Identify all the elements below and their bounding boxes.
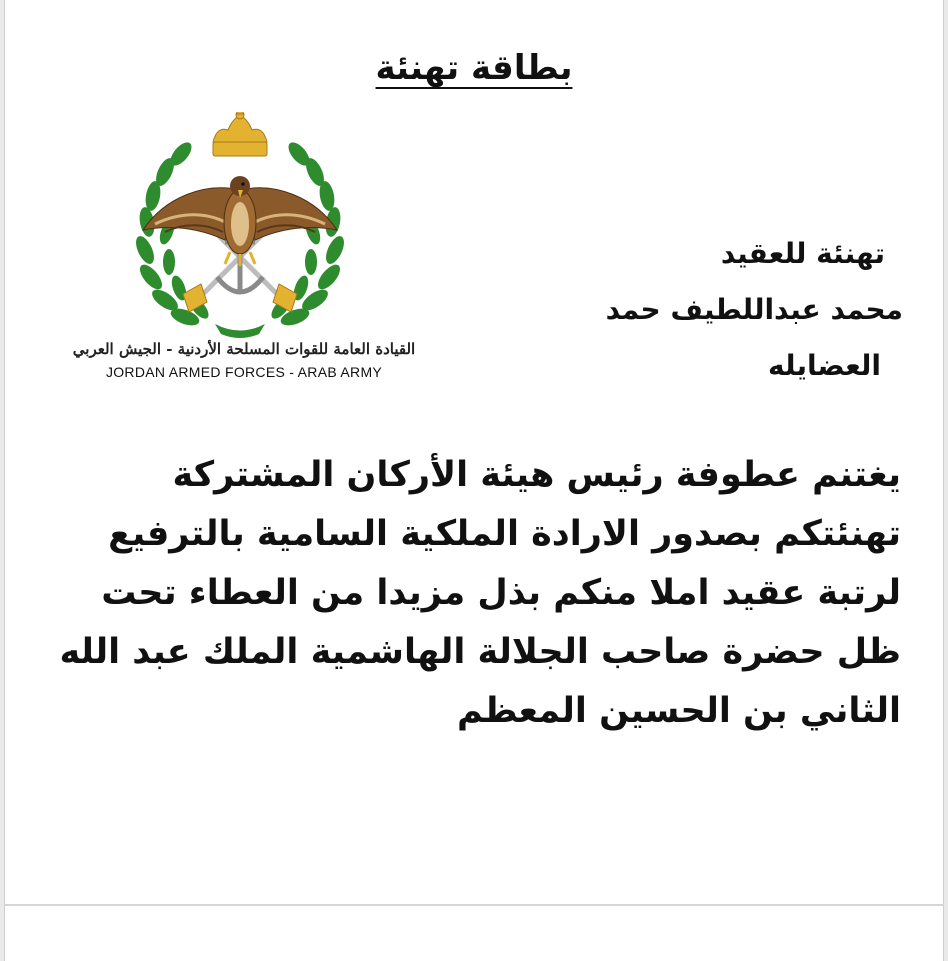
greeting-card [4, 0, 944, 904]
recipient-block [483, 226, 903, 394]
card-footer-strip [4, 904, 944, 961]
message-line: ظل حضرة صاحب الجلالة الهاشمية الملك عبد الله [59, 632, 901, 672]
crown [213, 112, 267, 156]
emblem-caption-english: JORDAN ARMED FORCES - ARAB ARMY [105, 364, 383, 380]
message-line: الثاني بن الحسين المعظم [457, 691, 901, 731]
recipient-name: محمد عبداللطيف حمد [605, 293, 903, 326]
card-title: بطاقة تهنئة [375, 48, 573, 88]
message-line: لرتبة عقيد املا منكم بذل مزيدا من العطاء تحت [101, 573, 901, 613]
recipient-surname: العضايله [768, 349, 881, 382]
recipient-greeting: تهنئة للعقيد [720, 237, 885, 270]
message-body [31, 446, 901, 741]
jaf-emblem-icon [125, 112, 355, 342]
message-line: تهنئتكم بصدور الارادة الملكية السامية بالترفيع [108, 514, 901, 554]
emblem-caption-arabic: القيادة العامة للقوات المسلحة الأردنية - الجيش العربي [72, 340, 416, 358]
message-line: يغتنم عطوفة رئيس هيئة الأركان المشتركة [172, 455, 901, 495]
